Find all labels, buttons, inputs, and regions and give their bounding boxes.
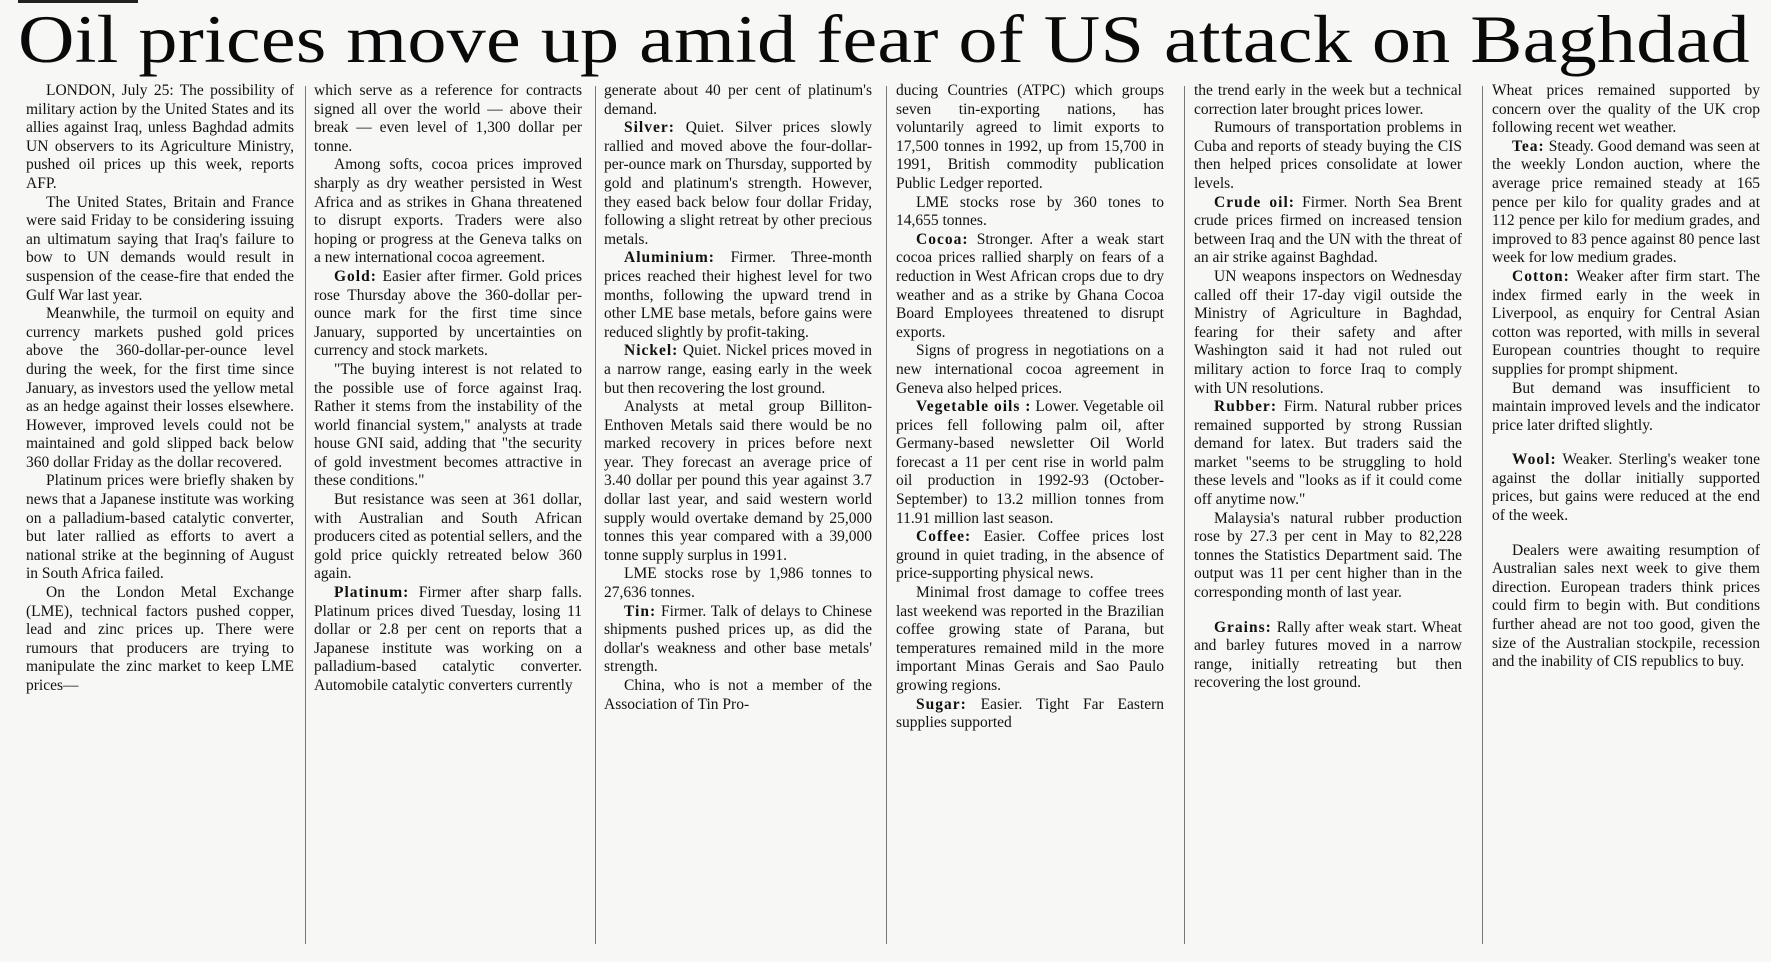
paragraph: "The buying interest is not related to the possible use of force against Iraq. Rather it stems from the instability of the world financial system," analysts at trade house GNI said, adding that "the security of gold investment becomes attractive in these conditions." bbox=[314, 360, 582, 490]
paragraph: the trend early in the week but a technical correction later brought prices lower. bbox=[1194, 82, 1462, 118]
paragraph-text: Quiet. Nickel prices moved in a narrow range, easing early in the week but then recovering the lost ground. bbox=[604, 342, 872, 397]
section-head-cocoa: Cocoa: bbox=[916, 230, 969, 248]
paragraph bbox=[604, 603, 872, 677]
paragraph bbox=[1194, 619, 1462, 693]
section-head-tin: Tin: bbox=[624, 602, 657, 620]
section-head-rubber: Rubber: bbox=[1214, 398, 1277, 416]
section-head-crude-oil: Crude oil: bbox=[1214, 193, 1295, 211]
paragraph-text: Firmer after sharp falls. Platinum prices dived Tuesday, losing 11 dollar or 2.8 per cent on reports that a Japanese institute was working on a palladium-based catalytic converter. Automobile catalytic converters currently bbox=[314, 584, 582, 694]
paragraph bbox=[896, 528, 1164, 584]
paragraph: generate about 40 per cent of platinum's demand. bbox=[604, 82, 872, 118]
paragraph: Platinum prices were briefly shaken by news that a Japanese institute was working on a palladium-based catalytic converter, but later rallied as efforts to avert a national strike at the beginning of August in South Africa failed. bbox=[26, 472, 294, 583]
paragraph-text: Steady. Good demand was seen at the weekly London auction, where the average price remained steady at 165 pence per kilo for quality grades and at 112 pence per kilo for medium grades, and improved to 83 pence against 80 pence last week for low medium grades. bbox=[1492, 137, 1760, 267]
paragraph: But demand was insufficient to maintain improved levels and the indicator price later drifted slightly. bbox=[1492, 379, 1760, 434]
section-head-tea: Tea: bbox=[1512, 137, 1545, 155]
column-rule bbox=[1482, 86, 1483, 944]
column-3 bbox=[604, 82, 872, 948]
paragraph: Rumours of transportation problems in Cuba and reports of steady buying the CIS then helped prices consolidate at lower levels. bbox=[1194, 119, 1462, 192]
paragraph bbox=[314, 268, 582, 361]
paragraph: which serve as a reference for contracts signed all over the world — above their break — even level of 1,300 dollar per tonne. bbox=[314, 82, 582, 155]
column-1 bbox=[26, 82, 294, 948]
column-rule bbox=[1184, 86, 1185, 944]
paragraph-text: Firmer. North Sea Brent crude prices firmed on increased tension between Iraq and the UN with the threat of an air strike against Baghdad. bbox=[1194, 193, 1462, 267]
paragraph: Minimal frost damage to coffee trees last weekend was reported in the Brazilian coffee growing state of Parana, but temperatures remained mild in the more important Minas Gerais and Sao Paulo growing regions. bbox=[896, 584, 1164, 694]
paragraph: Among softs, cocoa prices improved sharply as dry weather persisted in West Africa and as strikes in Ghana threatened to disrupt exports. Traders were also hoping or progress at the Geneva talks on a new international cocoa agreement. bbox=[314, 156, 582, 267]
section-head-nickel: Nickel: bbox=[624, 342, 679, 360]
paragraph-text: Weaker. Sterling's weaker tone against the dollar initially supported prices, but gains were reduced at the end of the week. bbox=[1492, 451, 1760, 525]
paragraph: The United States, Britain and France were said Friday to be considering issuing an ultimatum saying that Iraq's failure to bow to UN demands would result in suspension of the cease-fire that ended the Gulf War last year. bbox=[26, 193, 294, 304]
paragraph: Meanwhile, the turmoil on equity and currency markets pushed gold prices above the 360-dollar-per-ounce level during the week, for the first time since January, as investors used the yellow metal as an hedge against their losses elsewhere. However, improved levels could not be maintained and gold slipped back below 360 dollar Friday as the dollar recovered. bbox=[26, 305, 294, 471]
section-head-sugar: Sugar: bbox=[916, 695, 967, 713]
column-rule bbox=[595, 86, 596, 944]
column-rule bbox=[305, 86, 306, 944]
section-head-wool: Wool: bbox=[1512, 451, 1557, 469]
paragraph-text: Lower. Vegetable oil prices fell following palm oil, after Germany-based newsletter Oil World forecast a 11 per cent rise in world palm oil production in 1992-93 (October-September) to 13.2 million tonnes from 11.91 million last season. bbox=[896, 398, 1164, 527]
paragraph-text: Easier. Coffee prices lost ground in quiet trading, in the absence of price-supporting physical news. bbox=[896, 528, 1164, 583]
section-head-platinum: Platinum: bbox=[334, 584, 410, 602]
paragraph: LME stocks rose by 1,986 tonnes to 27,636 tonnes. bbox=[604, 565, 872, 602]
section-head-grains: Grains: bbox=[1214, 618, 1272, 636]
paragraph-text: Quiet. Silver prices slowly rallied and moved above the four-dollar-per-ounce mark on Thursday, supported by gold and platinum's strength. However, they eased back below four dollar Friday, following a slight retreat by other precious metals. bbox=[604, 119, 872, 248]
headline: Oil prices move up amid fear of US attack on Baghdad bbox=[18, 1, 1750, 77]
paragraph bbox=[604, 119, 872, 249]
section-head-aluminium: Aluminium: bbox=[624, 249, 715, 267]
column-6 bbox=[1492, 82, 1760, 948]
paragraph bbox=[896, 398, 1164, 528]
paragraph bbox=[1194, 194, 1462, 268]
paragraph bbox=[896, 696, 1164, 733]
section-head-silver: Silver: bbox=[624, 119, 675, 137]
paragraph bbox=[1492, 138, 1760, 268]
paragraph: LONDON, July 25: The possibility of military action by the United States and its allies against Iraq, unless Baghdad admits UN observers to its Agriculture Ministry, pushed oil prices up this week, reports AFP. bbox=[26, 82, 294, 192]
paragraph-text: Easier. Tight Far Eastern supplies supported bbox=[896, 695, 1164, 732]
paragraph: Dealers were awaiting resumption of Australian sales next week to give them direction. European traders think prices could firm to begin with. But conditions further ahead are not too good, given the size of the Australian stockpile, recession and the inability of CIS republics to buy. bbox=[1492, 541, 1760, 671]
paragraph-text: Easier after firmer. Gold prices rose Thursday above the 360-dollar per-ounce mark for the first time since January, supported by uncertainties on currency and stock markets. bbox=[314, 267, 582, 360]
section-head-coffee: Coffee: bbox=[916, 528, 972, 546]
column-2 bbox=[314, 82, 582, 948]
paragraph-text: Rally after weak start. Wheat and barley futures moved in a narrow range, initially retreating but then recovering the lost ground. bbox=[1194, 618, 1462, 692]
paragraph bbox=[604, 249, 872, 342]
paragraph: ducing Countries (ATPC) which groups seven tin-exporting nations, has voluntarily agreed to limit exports to 17,500 tonnes in 1992, up from 15,700 in 1991, British commodity publication Public Ledger reported. bbox=[896, 82, 1164, 192]
paragraph bbox=[1492, 268, 1760, 380]
paragraph: Signs of progress in negotiations on a new international cocoa agreement in Geneva also helped prices. bbox=[896, 342, 1164, 397]
paragraph: China, who is not a member of the Association of Tin Pro- bbox=[604, 677, 872, 713]
paragraph bbox=[1492, 451, 1760, 525]
section-head-vegetable-oils: Vegetable oils : bbox=[916, 398, 1032, 416]
column-rule bbox=[886, 86, 887, 944]
paragraph: On the London Metal Exchange (LME), technical factors pushed copper, lead and zinc prices up. There were rumours that producers are trying to manipulate the zinc market to keep LME prices— bbox=[26, 584, 294, 694]
section-head-cotton: Cotton: bbox=[1512, 267, 1570, 285]
column-5 bbox=[1194, 82, 1462, 948]
paragraph bbox=[896, 231, 1164, 343]
paragraph bbox=[314, 584, 582, 696]
paragraph: Wheat prices remained supported by concern over the quality of the UK crop following recent wet weather. bbox=[1492, 82, 1760, 137]
paragraph: But resistance was seen at 361 dollar, with Australian and South African producers cited as potential sellers, and the gold price quickly retreated below 360 again. bbox=[314, 491, 582, 583]
paragraph bbox=[1194, 398, 1462, 510]
paragraph bbox=[604, 342, 872, 398]
paragraph: Malaysia's natural rubber production rose by 27.3 per cent in May to 82,228 tonnes the Statistics Department said. The output was 11 per cent higher than in the corresponding month of last year. bbox=[1194, 509, 1462, 602]
column-4 bbox=[896, 82, 1164, 948]
paragraph-text: Firm. Natural rubber prices remained supported by strong Russian demand for latex. But traders said the market "seems to be struggling to hold these levels and "looks as if it could come off anytime now." bbox=[1194, 398, 1462, 509]
paragraph-text: Weaker after firm start. The index firmed early in the week in Liverpool, as enquiry for Central Asian cotton was reported, with mills in several European countries thought to require supplies for prompt shipment. bbox=[1492, 267, 1760, 378]
paragraph: UN weapons inspectors on Wednesday called off their 17-day vigil outside the Ministry of Agriculture in Baghdad, fearing for their safety and after Washington said it had not ruled out military action to force Iraq to comply with UN resolutions. bbox=[1194, 267, 1462, 397]
paragraph-text: Stronger. After a weak start cocoa prices rallied sharply on fears of a reduction in West African crops due to dry weather and as a strike by Ghana Cocoa Board Employees threatened to disrupt exports. bbox=[896, 230, 1164, 341]
article-body bbox=[18, 82, 1763, 952]
paragraph-text: Firmer. Talk of delays to Chinese shipments pushed prices up, as did the dollar's weakness and other base metals' strength. bbox=[604, 602, 872, 676]
paragraph: LME stocks rose by 360 tones to 14,655 tonnes. bbox=[896, 193, 1164, 230]
paragraph-text: Firmer. Three-month prices reached their highest level for two months, following the upward trend in other LME base metals, before gains were reduced slightly by profit-taking. bbox=[604, 249, 872, 341]
paragraph: Analysts at metal group Billiton-Enthoven Metals said there would be no marked recovery in prices before next year. They forecast an average price of 3.40 dollar per pound this year against 3.7 dollar last year, and said western world supply would overtake demand by 25,000 tonnes this year compared with a 39,000 tonne supply surplus in 1991. bbox=[604, 398, 872, 564]
section-head-gold: Gold: bbox=[334, 267, 377, 285]
